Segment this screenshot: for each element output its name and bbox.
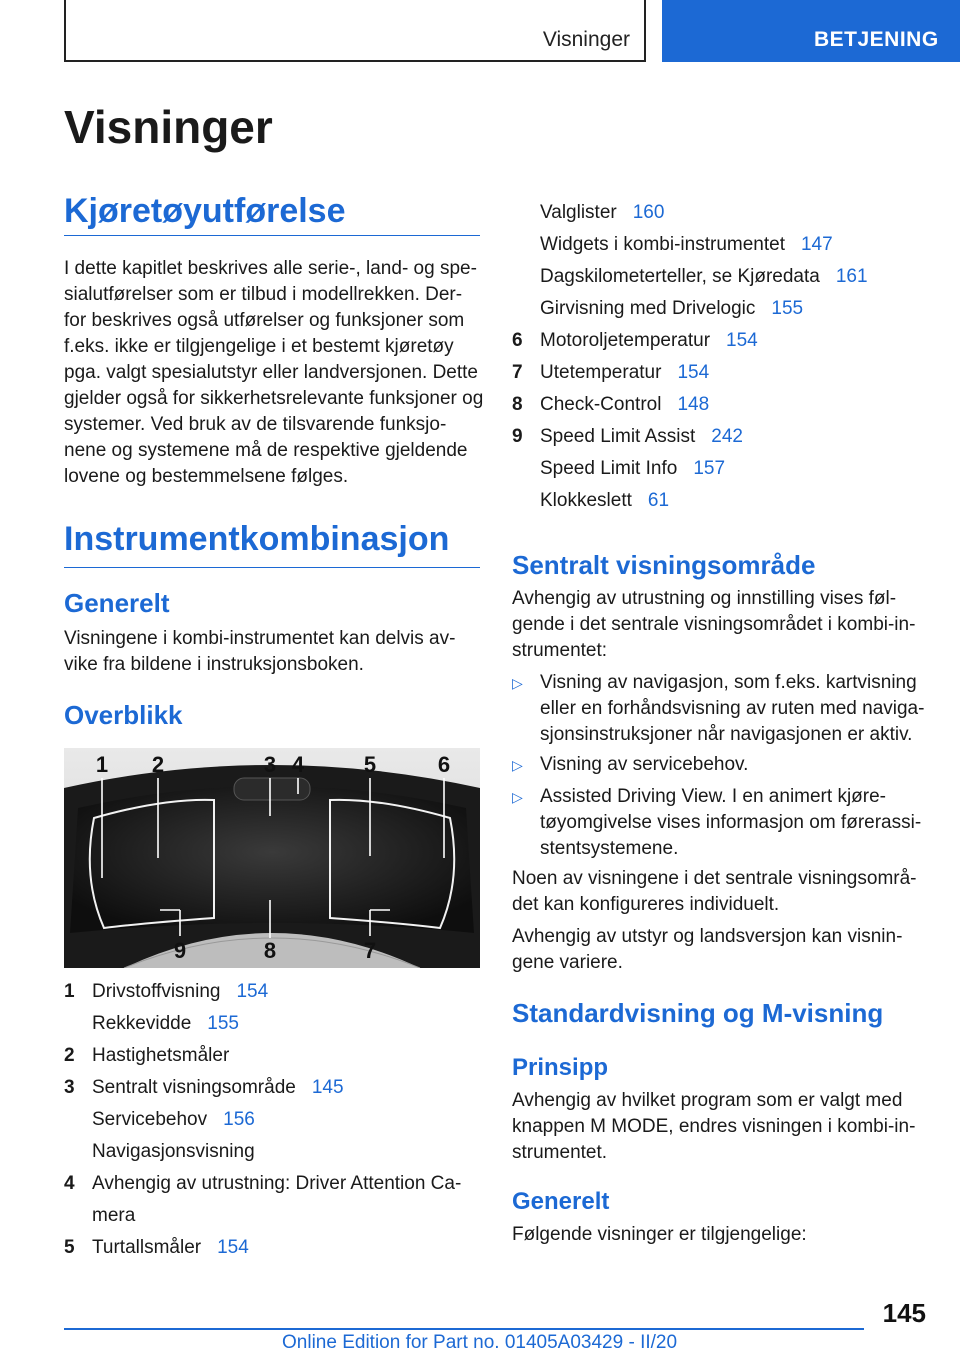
figure-label-8: 8 bbox=[263, 938, 277, 963]
generelt-2-paragraph: Følgende visninger er tilgjengelige: bbox=[512, 1224, 807, 1245]
kjoretoy-paragraph: I dette kapitlet beskrives alle serie-, land- og spe-sialutførelser som er tilbud i modellrekken. Der-for beskrives også utførelser og funksjoner som f.eks. ikke er tilgjengelige i et bestemt kjøretøy pga. valgt spesialutstyr eller landversjonen. Dette gjelder også for sikkerhetsrelevante funksjoner og systemer. Ved bruk av de tilsvarende funksjo-nene og systemene må de respektive gjeldende lovene og bestemmelsene følges. bbox=[64, 258, 484, 487]
page-reference-link[interactable]: 160 bbox=[632, 202, 665, 223]
legend-label-wrap bbox=[92, 1139, 255, 1165]
heading-instrumentkombinasjon: Instrumentkombinasjon bbox=[64, 520, 480, 568]
figure-label-9: 9 bbox=[173, 938, 187, 963]
legend-label-wrap bbox=[540, 360, 709, 386]
instrument-cluster-figure bbox=[64, 748, 480, 968]
triangle-bullet-icon: ▷ bbox=[512, 675, 523, 691]
figure-label-6: 6 bbox=[437, 752, 451, 777]
legend-label: Klokkeslett bbox=[540, 490, 632, 511]
legend-list-right bbox=[512, 200, 932, 520]
heading-sentralt-visningsomrade: Sentralt visningsområde bbox=[512, 550, 816, 580]
header-section-title: Visninger bbox=[542, 28, 630, 51]
bullet-text: Assisted Driving View. I en animert kjøre-tøyomgivelse vises informasjon om førerassi-stentsystemene. bbox=[540, 786, 922, 859]
heading-standardvisning: Standardvisning og M-visning bbox=[512, 998, 884, 1028]
legend-label-wrap bbox=[92, 1203, 135, 1229]
legend-label: Navigasjonsvisning bbox=[92, 1141, 255, 1162]
page-reference-link[interactable]: 242 bbox=[711, 426, 743, 447]
legend-number: 1 bbox=[64, 981, 75, 1002]
figure-label-2: 2 bbox=[151, 752, 165, 777]
page-reference-link[interactable]: 147 bbox=[800, 234, 833, 255]
page-reference-link[interactable]: 155 bbox=[207, 1013, 239, 1034]
legend-label: Avhengig av utrustning: Driver Attention Ca- bbox=[92, 1173, 462, 1194]
header-chapter-tab[interactable]: BETJENING bbox=[662, 0, 960, 62]
legend-label: Check-Control bbox=[540, 394, 662, 415]
page-reference-link[interactable]: 154 bbox=[217, 1237, 249, 1258]
legend-number: 2 bbox=[64, 1045, 75, 1066]
page-reference-link[interactable]: 157 bbox=[693, 458, 726, 479]
legend-label-wrap bbox=[92, 979, 268, 1005]
legend-label: Speed Limit Info bbox=[540, 458, 678, 479]
legend-number: 9 bbox=[512, 426, 523, 447]
page-reference-link[interactable]: 154 bbox=[236, 981, 269, 1002]
legend-number: 8 bbox=[512, 394, 523, 415]
legend-label-wrap bbox=[92, 1107, 255, 1133]
legend-label-wrap bbox=[540, 424, 743, 450]
legend-label-wrap bbox=[540, 264, 868, 290]
legend-number: 6 bbox=[512, 330, 523, 351]
page-reference-link[interactable]: 154 bbox=[677, 362, 710, 383]
triangle-bullet-icon: ▷ bbox=[512, 789, 523, 805]
legend-number: 3 bbox=[64, 1077, 75, 1098]
sentralt-intro: Avhengig av utrustning og innstilling vises føl-gende i det sentrale visningsområdet i kombi-in-strumentet: bbox=[512, 588, 916, 661]
legend-label-wrap bbox=[92, 1171, 461, 1197]
legend-label: Utetemperatur bbox=[540, 362, 662, 383]
legend-number: 4 bbox=[64, 1173, 75, 1194]
legend-label-wrap bbox=[540, 200, 664, 226]
legend-label-wrap bbox=[540, 328, 758, 354]
page-reference-link[interactable]: 61 bbox=[647, 490, 670, 511]
figure-label-1: 1 bbox=[95, 752, 109, 777]
legend-label: mera bbox=[92, 1205, 136, 1226]
page-reference-link[interactable]: 155 bbox=[771, 298, 804, 319]
legend-list-left bbox=[64, 979, 484, 1259]
page-reference-link[interactable]: 154 bbox=[726, 330, 758, 351]
figure-label-3: 3 bbox=[263, 752, 277, 777]
heading-generelt-2: Generelt bbox=[512, 1188, 610, 1215]
sentralt-text-3: Avhengig av utstyr og landsversjon kan visnin-gene variere. bbox=[512, 926, 903, 973]
legend-label: Hastighetsmåler bbox=[92, 1045, 230, 1066]
legend-label: Rekkevidde bbox=[92, 1013, 192, 1034]
legend-label: Valglister bbox=[540, 202, 617, 223]
prinsipp-paragraph: Avhengig av hvilket program som er valgt med knappen M MODE, endres visningen i kombi-in-strumentet. bbox=[512, 1090, 916, 1163]
legend-label-wrap bbox=[92, 1075, 344, 1101]
legend-label-wrap bbox=[540, 488, 669, 514]
legend-label: Servicebehov bbox=[92, 1109, 208, 1130]
legend-label: Sentralt visningsområde bbox=[92, 1077, 296, 1098]
legend-label-wrap bbox=[540, 296, 803, 322]
legend-number: 5 bbox=[64, 1237, 75, 1258]
header-section-box bbox=[64, 0, 646, 62]
page-reference-link[interactable]: 161 bbox=[835, 266, 868, 287]
legend-label: Drivstoffvisning bbox=[92, 981, 221, 1002]
generelt-paragraph: Visningene i kombi-instrumentet kan delvis av-vike fra bildene i instruksjonsboken. bbox=[64, 628, 456, 675]
legend-label-wrap bbox=[92, 1235, 249, 1261]
page-title: Visninger bbox=[64, 101, 273, 153]
legend-label-wrap bbox=[540, 232, 833, 258]
legend-number: 7 bbox=[512, 362, 523, 383]
legend-label-wrap bbox=[92, 1011, 239, 1037]
sentralt-text-2: Noen av visningene i det sentrale visningsområ-det kan konfigureres individuelt. bbox=[512, 868, 917, 915]
heading-overblikk: Overblikk bbox=[64, 700, 183, 730]
triangle-bullet-icon: ▷ bbox=[512, 757, 523, 773]
bullet-text: Visning av servicebehov. bbox=[540, 754, 749, 775]
heading-kjoretoyutforelse: Kjøretøyutførelse bbox=[64, 192, 480, 236]
legend-label: Motoroljetemperatur bbox=[540, 330, 711, 351]
page-reference-link[interactable]: 148 bbox=[677, 394, 710, 415]
figure-label-7: 7 bbox=[363, 938, 377, 963]
page-reference-link[interactable]: 156 bbox=[223, 1109, 255, 1130]
page-number: 145 bbox=[882, 1298, 926, 1328]
legend-label: Widgets i kombi-instrumentet bbox=[540, 234, 785, 255]
legend-label: Dagskilometerteller, se Kjøredata bbox=[540, 266, 820, 287]
figure-label-4: 4 bbox=[291, 752, 305, 777]
bullet-text: Visning av navigasjon, som f.eks. kartvisning eller en forhåndsvisning av ruten med naviga-sjonsinstruksjoner når navigasjonen er aktiv. bbox=[540, 672, 925, 745]
legend-label-wrap bbox=[92, 1043, 229, 1069]
legend-label-wrap bbox=[540, 392, 709, 418]
legend-label-wrap bbox=[540, 456, 725, 482]
footer-divider bbox=[64, 1328, 864, 1330]
heading-prinsipp: Prinsipp bbox=[512, 1054, 609, 1081]
heading-generelt: Generelt bbox=[64, 588, 170, 618]
figure-label-5: 5 bbox=[363, 752, 377, 777]
page-reference-link[interactable]: 145 bbox=[311, 1077, 344, 1098]
legend-label: Turtallsmåler bbox=[92, 1237, 202, 1258]
footer-edition-link[interactable]: Online Edition for Part no. 01405A03429 - II/20 bbox=[282, 1332, 678, 1353]
legend-label: Girvisning med Drivelogic bbox=[540, 298, 756, 319]
legend-label: Speed Limit Assist bbox=[540, 426, 696, 447]
